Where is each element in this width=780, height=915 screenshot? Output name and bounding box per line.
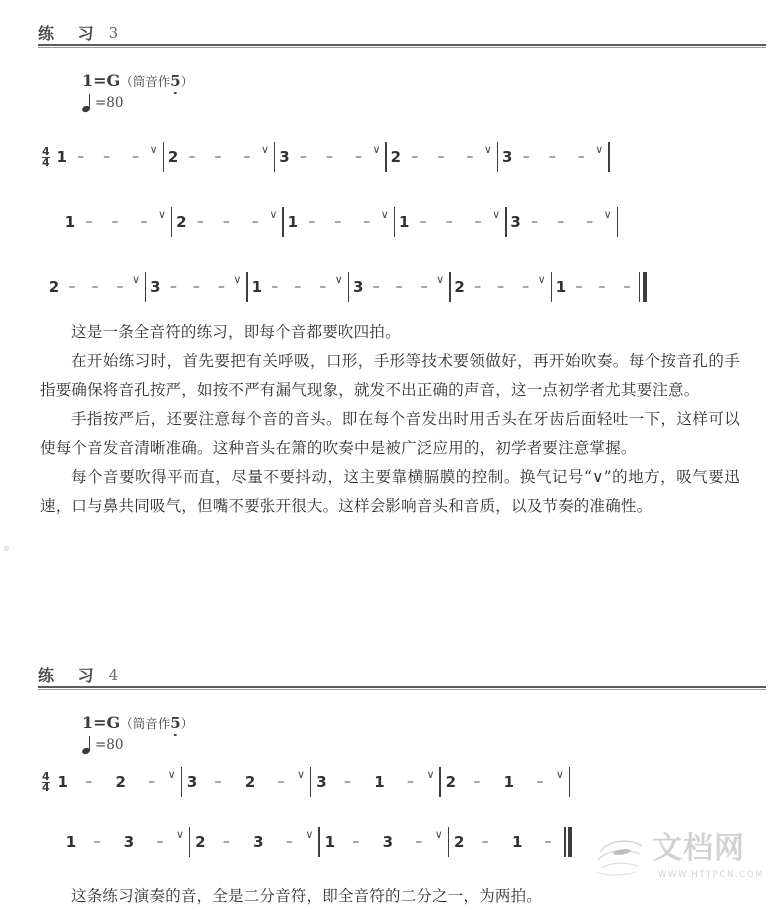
note-extend-dash: –	[372, 279, 380, 295]
note-extend-dash: –	[575, 279, 583, 295]
key-name: G	[106, 713, 121, 732]
exercise-3-staff-1	[42, 140, 611, 174]
exercise-3-staff-2	[62, 205, 619, 239]
paragraph: 这是一条全音符的练习，即每个音都要吹四拍。	[71, 323, 401, 341]
quarter-note-icon	[82, 95, 94, 112]
barline	[394, 207, 395, 237]
site-watermark	[596, 828, 776, 890]
note-extend-dash: –	[77, 149, 85, 165]
note: 3	[352, 278, 364, 296]
note-extend-dash: –	[411, 149, 419, 165]
note-extend-dash: –	[68, 279, 76, 295]
barline	[439, 767, 440, 797]
note-extend-dash: –	[196, 214, 204, 230]
exercise-4-staff-2	[62, 825, 572, 859]
watermark-url: WWW.HTTPCN.COM	[658, 870, 765, 880]
measure: 1 – 3 – ∨	[62, 825, 191, 859]
note-extend-dash: –	[466, 149, 474, 165]
note: 1	[57, 773, 68, 791]
barline	[569, 767, 570, 797]
note-extend-dash: –	[536, 774, 544, 790]
paragraph: 每个音要吹得平而直，尽量不要抖动，这主要靠横膈膜的控制。换气记号“∨”的地方，吸气要迅速，口与鼻共同吸气，但嘴不要张开很大。这样会影响音头和音质，以及节奏的准确性。	[40, 468, 740, 515]
note: 2	[453, 833, 465, 851]
note-extend-dash: –	[285, 834, 293, 850]
note-extend-dash: –	[319, 279, 327, 295]
exercise-4-key-signature	[82, 714, 193, 733]
note-extend-dash: –	[531, 214, 539, 230]
barline	[318, 827, 319, 857]
barline	[282, 207, 283, 237]
note: 2	[115, 773, 126, 791]
note-extend-dash: –	[217, 279, 225, 295]
note: 2	[244, 773, 256, 791]
page-edge-mark	[4, 546, 9, 551]
barline	[449, 272, 450, 302]
note-extend-dash: –	[420, 279, 428, 295]
exercise-3-staff-3	[46, 270, 647, 304]
note: 1	[555, 278, 567, 296]
exercise-4-tempo-value: =80	[95, 737, 124, 753]
note-extend-dash: –	[419, 214, 427, 230]
exercise-4-header-rule	[38, 686, 766, 689]
note-extend-dash: –	[325, 149, 333, 165]
key-paren-note: 5	[170, 72, 181, 90]
note-extend-dash: –	[214, 149, 222, 165]
note-extend-dash: –	[474, 279, 482, 295]
measure: 2 – – – ∨	[388, 140, 499, 174]
note-extend-dash: –	[415, 834, 423, 850]
barline	[385, 142, 386, 172]
note-extend-dash: –	[271, 279, 279, 295]
note: 3	[253, 833, 264, 851]
key-paren-close: ）	[180, 716, 194, 731]
key-paren-text: 筒音作	[132, 716, 171, 731]
measure	[450, 825, 572, 859]
measure: 1 – – – ∨	[62, 205, 173, 239]
measure: 1 – – – ∨	[285, 205, 396, 239]
exercise-3-key-signature	[82, 72, 193, 91]
time-signature	[42, 771, 50, 793]
note-extend-dash: –	[473, 774, 481, 790]
note: 1	[251, 278, 262, 296]
note-extend-dash: –	[294, 279, 302, 295]
note-extend-dash: –	[522, 279, 530, 295]
measure: 3 – – – ∨	[508, 205, 619, 239]
paragraph: 手指按严后，还要注意每个音的音头。即在每个音发出时用舌头在牙齿后面轻吐一下，这样可以使每个音发音清晰准确。这种音头在箫的吹奏中是被广泛应用的，初学者要注意掌握。	[40, 410, 740, 457]
barline	[348, 272, 349, 302]
note-extend-dash: –	[91, 279, 99, 295]
measure	[553, 270, 647, 304]
note-extend-dash: –	[352, 834, 360, 850]
note-extend-dash: –	[222, 834, 230, 850]
note: 2	[167, 148, 179, 166]
barline	[181, 767, 182, 797]
barline	[497, 142, 498, 172]
note-extend-dash: –	[188, 149, 196, 165]
barline	[448, 827, 449, 857]
exercise-4-staff-1	[42, 765, 571, 799]
exercise-3-tempo-value: =80	[95, 95, 124, 111]
measure: 2 – – – ∨	[173, 205, 284, 239]
note: 3	[186, 773, 198, 791]
barline	[274, 142, 275, 172]
note-extend-dash: –	[406, 774, 414, 790]
note-extend-dash: –	[85, 214, 93, 230]
time-signature-denominator: 4	[42, 781, 50, 795]
note-extend-dash: –	[623, 279, 631, 295]
key-paren-text: 筒音作	[132, 74, 171, 89]
barline	[189, 827, 190, 857]
note: 2	[454, 278, 465, 296]
note: 2	[176, 213, 187, 231]
barline	[310, 767, 311, 797]
note-extend-dash: –	[148, 774, 156, 790]
note-extend-dash: –	[497, 279, 505, 295]
note: 1	[503, 773, 515, 791]
barline	[145, 272, 146, 302]
measure: 1 – 2 – ∨	[54, 765, 183, 799]
note: 1	[56, 148, 67, 166]
exercise-3-number: 3	[108, 24, 119, 42]
note-extend-dash: –	[548, 149, 556, 165]
key-tonic: 1	[82, 713, 94, 732]
note: 1	[398, 213, 410, 231]
key-equals: =	[93, 71, 107, 90]
measure: 1 – – – ∨	[249, 270, 350, 304]
key-paren-open: （	[120, 74, 133, 89]
measure: 2 – – – ∨	[46, 270, 147, 304]
note-extend-dash: –	[116, 279, 124, 295]
exercise-3-prose	[40, 318, 740, 521]
key-tonic: 1	[82, 71, 94, 90]
note-extend-dash: –	[111, 214, 119, 230]
measure: 1 – – – ∨	[54, 140, 165, 174]
time-signature-numerator: 4	[42, 145, 50, 159]
paragraph: 这条练习演奏的音，全是二分音符，即全音符的二分之一，为两拍。	[71, 887, 543, 905]
note: 3	[123, 833, 135, 851]
note-extend-dash: –	[445, 214, 453, 230]
exercise-4-title: 练 习	[38, 666, 103, 685]
key-name: G	[106, 71, 121, 90]
note: 3	[502, 148, 513, 166]
note-extend-dash: –	[577, 149, 585, 165]
note-extend-dash: –	[103, 149, 111, 165]
measure: 2 – 1 – ∨	[442, 765, 571, 799]
measure: 2 – – – ∨	[452, 270, 553, 304]
key-equals: =	[93, 713, 107, 732]
measure: 2 – 3 – ∨	[191, 825, 320, 859]
key-paren-close: ）	[180, 74, 194, 89]
note-extend-dash: –	[93, 834, 101, 850]
note: 3	[510, 213, 521, 231]
barline	[617, 207, 618, 237]
note: 2	[390, 148, 402, 166]
note-extend-dash: –	[354, 149, 362, 165]
note: 3	[150, 278, 161, 296]
note: 1	[64, 213, 76, 231]
note-extend-dash: –	[481, 834, 489, 850]
exercise-3-tempo	[82, 94, 193, 112]
note: 2	[195, 833, 206, 851]
note-extend-dash: –	[598, 279, 606, 295]
measure: 2 – – – ∨	[165, 140, 276, 174]
note-extend-dash: –	[192, 279, 200, 295]
note: 2	[445, 773, 457, 791]
note-extend-dash: –	[308, 214, 316, 230]
barline	[608, 142, 609, 172]
note-extend-dash: –	[299, 149, 307, 165]
note-extend-dash: –	[522, 149, 530, 165]
time-signature	[42, 146, 50, 168]
measure: 3 – – – ∨	[276, 140, 387, 174]
exercise-3-key-block	[82, 72, 193, 112]
note-extend-dash: –	[140, 214, 148, 230]
key-paren-note: 5	[170, 714, 181, 732]
note-extend-dash: –	[222, 214, 230, 230]
note: 1	[511, 833, 523, 851]
note-extend-dash: –	[169, 279, 177, 295]
barline	[551, 272, 552, 302]
barline	[163, 142, 164, 172]
measure: 3 – 1 – ∨	[312, 765, 441, 799]
exercise-4-tempo	[82, 736, 193, 754]
swirl-bird-logo-icon	[596, 832, 658, 878]
paragraph: 在开始练习时，首先要把有关呼吸，口形，手形等技术要领做好，再开始吹奏。每个按音孔的手指要确保将音孔按严，如按不严有漏气现象，就发不出正确的声音，这一点初学者尤其要注意。	[40, 352, 740, 399]
quarter-note-icon	[82, 737, 94, 754]
note: 3	[382, 833, 393, 851]
note-extend-dash: –	[437, 149, 445, 165]
note-extend-dash: –	[85, 774, 93, 790]
note: 1	[287, 213, 298, 231]
note-extend-dash: –	[586, 214, 594, 230]
final-double-barline	[564, 827, 572, 857]
note: 3	[316, 773, 327, 791]
exercise-3-title: 练 习	[38, 24, 103, 43]
time-signature-numerator: 4	[42, 770, 50, 784]
note-extend-dash: –	[363, 214, 371, 230]
note-extend-dash: –	[544, 834, 552, 850]
exercise-4-prose	[40, 882, 740, 911]
measure: 3 – 2 – ∨	[183, 765, 312, 799]
note: 3	[279, 148, 290, 166]
key-paren-open: （	[120, 716, 133, 731]
note-extend-dash: –	[243, 149, 251, 165]
measure: 3 – – – ∨	[499, 140, 610, 174]
exercise-4-header	[38, 660, 766, 690]
note-extend-dash: –	[214, 774, 222, 790]
note-extend-dash: –	[334, 214, 342, 230]
note-extend-dash: –	[474, 214, 482, 230]
barline	[171, 207, 172, 237]
note-extend-dash: –	[251, 214, 259, 230]
final-double-barline	[639, 272, 647, 302]
measure: 3 – – – ∨	[147, 270, 248, 304]
measure: 1 – 3 – ∨	[321, 825, 450, 859]
barline	[505, 207, 506, 237]
note: 1	[324, 833, 335, 851]
note-extend-dash: –	[395, 279, 403, 295]
note-extend-dash: –	[132, 149, 140, 165]
exercise-3-header-rule	[38, 44, 766, 47]
time-signature-denominator: 4	[42, 156, 50, 170]
note: 1	[65, 833, 77, 851]
note-extend-dash: –	[557, 214, 565, 230]
exercise-3-header	[38, 18, 766, 48]
measure: 3 – – – ∨	[350, 270, 451, 304]
barline	[246, 272, 247, 302]
note-extend-dash: –	[156, 834, 164, 850]
measure: 1 – – – ∨	[396, 205, 507, 239]
note: 1	[374, 773, 385, 791]
note-extend-dash: –	[343, 774, 351, 790]
note-extend-dash: –	[277, 774, 285, 790]
note: 2	[48, 278, 60, 296]
exercise-4-number: 4	[108, 666, 119, 684]
watermark-text: 文档网	[652, 831, 745, 866]
exercise-4-key-block	[82, 714, 193, 754]
